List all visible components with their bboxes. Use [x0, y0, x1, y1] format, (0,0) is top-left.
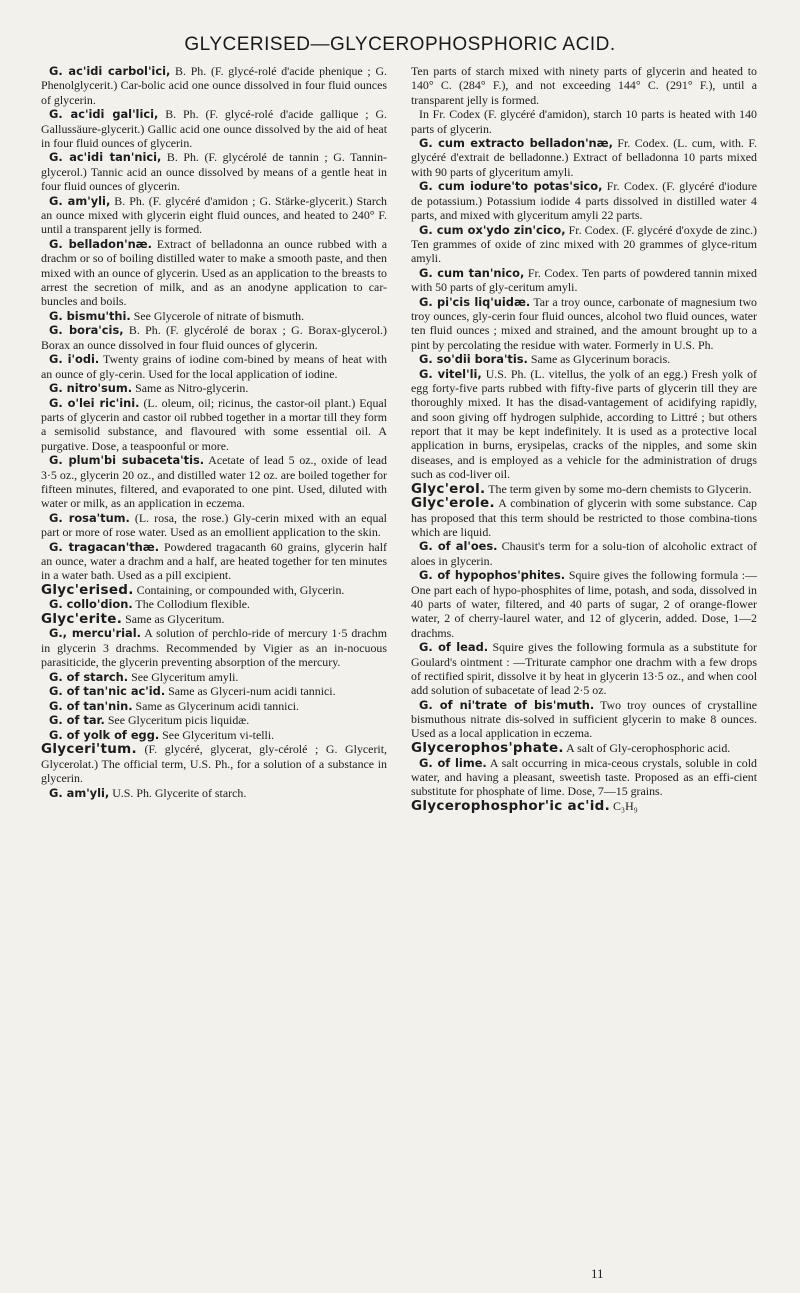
dictionary-entry: [41, 670, 387, 684]
entry-headword: G. bora'cis,: [49, 323, 124, 338]
dictionary-entry: [411, 64, 757, 107]
entry-headword: G. of tan'nic ac'id.: [49, 684, 166, 699]
dictionary-entry: [41, 684, 387, 698]
entry-definition: Same as Nitro-glycerin.: [132, 381, 249, 396]
dictionary-entry: [411, 496, 757, 539]
entry-headword: Glycerophos'phate.: [411, 739, 564, 756]
entry-headword: G. cum ox'ydo zin'cico,: [419, 222, 566, 237]
entry-headword: G. plum'bi subaceta'tis.: [49, 453, 205, 468]
entry-definition: B. Ph. (F. glycérolé de tannin ; G. Tannin-glycerol.) Tannic acid an ounce dissolved by means of a gentle heat in four fluid ounces of glycerin.: [41, 150, 387, 194]
entry-headword: G. i'odi.: [49, 352, 100, 367]
dictionary-entry: [41, 742, 387, 785]
entry-headword: G. vitel'li,: [419, 366, 482, 381]
dictionary-entry: [41, 597, 387, 611]
entry-definition: Fr. Codex. (F. glycéré d'oxyde de zinc.) Ten grammes of oxide of zinc mixed with 20 grammes of glyce-ritum amyli.: [411, 222, 758, 266]
page-header: GLYCERISED—GLYCEROPHOSPHORIC ACID.: [184, 34, 616, 55]
entry-definition: See Glyceritum vi-telli.: [159, 727, 275, 742]
dictionary-entry: [41, 381, 387, 395]
dictionary-entry: [41, 786, 387, 800]
entry-definition: B. Ph. (F. glycé-rolé d'acide phenique ; G. Phenolglycerit.) Car-bolic acid one ounce dissolved in four fluid ounces of glycerin.: [41, 64, 388, 107]
dictionary-entry: [41, 237, 387, 309]
entry-headword: G. cum tan'nico,: [419, 265, 525, 280]
entry-definition: Same as Glycerinum acidi tannici.: [132, 698, 299, 713]
entry-definition: The Collodium flexible.: [132, 597, 251, 612]
dictionary-entry: [411, 799, 757, 813]
dictionary-entry: [411, 136, 757, 179]
entry-headword: G. am'yli,: [49, 193, 111, 208]
dictionary-entry: [41, 352, 387, 381]
entry-definition: Fr. Codex. (L. cum, with. F. glycéré d'extrait de belladonne.) Extract of belladonna 10 parts mixed with 90 parts of glyceritum amyli.: [411, 136, 757, 179]
entry-headword: G. o'lei ric'ini.: [49, 395, 140, 410]
entry-definition: Fr. Codex. (F. glycéré d'iodure de potassium.) Potassium iodide 4 parts dissolved in distilled water 4 parts, and mixed with glyceritum amyli 22 parts.: [411, 179, 757, 222]
entry-headword: G. cum iodure'to potas'sico,: [419, 179, 603, 194]
entry-headword: G. of hypophos'phites.: [419, 568, 566, 583]
entry-definition: Same as Glyceri-num acidi tannici.: [165, 684, 336, 699]
dictionary-entry: [411, 482, 757, 496]
entry-headword: G. ac'idi gal'lici,: [49, 107, 159, 122]
entry-headword: Glyc'erised.: [41, 581, 134, 598]
entry-definition: Tar a troy ounce, carbonate of magnesium two troy ounces, gly-cerin four fluid ounces, alcohol two fluid ounces, water ten fluid ounces ; mixed and strained, and the amount brought up to a pint by percolating the residue with water. Formerly in U.S. Ph.: [411, 294, 757, 352]
dictionary-entry: [41, 540, 387, 583]
entry-definition: Same as Glyceritum.: [122, 611, 225, 626]
page-number: 11: [591, 1266, 604, 1281]
entry-definition: Twenty grains of iodine com-bined by means of heat with an ounce of gly-cerin. Used for the local application of iodine.: [41, 352, 388, 381]
dictionary-entry: [411, 223, 757, 266]
dictionary-entry: [41, 107, 387, 150]
entry-headword: G. collo'dion.: [49, 597, 133, 612]
dictionary-entry: [41, 64, 387, 107]
entry-definition: Two troy ounces of crystalline bismuthous nitrate dis-solved in sufficient glycerin to make 8 ounces. Used as a local application in eczema.: [411, 697, 757, 741]
entry-definition: Ten parts of starch mixed with ninety parts of glycerin and heated to 140° C. (284° F.), and not exceeding 144° C. (291° F.), until a transparent jelly is formed.: [411, 64, 757, 107]
entry-definition: (L. rosa, the rose.) Gly-cerin mixed with an equal part or more of rose water. Used as an emollient application to the skin.: [41, 510, 387, 540]
dictionary-entry: [411, 266, 757, 295]
entry-headword: Glycerophosphor'ic ac'id.: [411, 797, 611, 814]
entry-definition: A combination of glycerin with some substance. Cap has proposed that this term should be restricted to those combina-tions which are liquid.: [411, 496, 757, 539]
entry-definition: Chausit's term for a solu-tion of alcoholic extract of aloes in glycerin.: [411, 539, 757, 568]
entry-headword: G., mercu'rial.: [49, 626, 141, 641]
entry-definition: B. Ph. (F. glycé-rolé d'acide gallique ; G. Gallussäure-glycerit.) Gallic acid one ounce dissolved by the aid of heat in four fluid ounces of glycerin.: [41, 107, 387, 150]
entry-definition: Containing, or compounded with, Glycerin.: [133, 582, 345, 597]
dictionary-entry: [411, 568, 757, 640]
dictionary-entry: [411, 756, 757, 799]
entry-headword: G. tragacan'thæ.: [49, 539, 160, 554]
dictionary-entry: [41, 583, 387, 597]
entry-headword: G. pi'cis liq'uidæ.: [419, 294, 531, 309]
left-column: [41, 64, 387, 800]
dictionary-entry: [41, 323, 387, 352]
entry-headword: Glyceri'tum.: [41, 741, 137, 758]
right-column: [411, 64, 757, 813]
entry-headword: G. of al'oes.: [419, 539, 498, 554]
entry-headword: G. of starch.: [49, 669, 129, 684]
dictionary-entry: [41, 511, 387, 540]
entry-headword: G. bismu'thi.: [49, 308, 131, 323]
dictionary-entry: [41, 194, 387, 237]
dictionary-entry: [411, 539, 757, 568]
entry-headword: G. am'yli,: [49, 785, 110, 800]
dictionary-entry: [41, 150, 387, 193]
dictionary-entry: [411, 367, 757, 482]
entry-definition: A salt of Gly-cerophosphoric acid.: [563, 740, 731, 755]
entry-definition: A solution of perchlo-ride of mercury 1·5 drachm in glycerin 3 drachms. Recommended by Vigier as an in-nocuous parasiticide, the glycerin preventing absorption of the mercury.: [41, 626, 387, 670]
dictionary-entry: [411, 741, 757, 755]
dictionary-entry: [411, 698, 757, 741]
entry-headword: G. of ni'trate of bis'muth.: [419, 697, 595, 712]
dictionary-entry: [41, 728, 387, 742]
dictionary-entry: [411, 179, 757, 222]
entry-definition: (L. oleum, oil; ricinus, the castor-oil plant.) Equal parts of glycerin and castor oil rubbed together in a mortar till they form a semisolid substance, and flavoured with some essential oil. A purgative. Dose, a teaspoonful or more.: [41, 395, 387, 453]
entry-headword: G. ac'idi tan'nici,: [49, 150, 162, 165]
entry-definition: A salt occurring in mica-ceous crystals, soluble in cold water, and having a pleasant, sweetish taste. Proposed as an effi-cient substitute for phosphate of lime. Dose, 7—15 grains.: [411, 755, 757, 799]
dictionary-entry: [411, 295, 757, 352]
entry-definition: The term given by some mo-dern chemists to Glycerin.: [485, 481, 752, 496]
entry-headword: G. rosa'tum.: [49, 510, 130, 525]
dictionary-entry: [411, 640, 757, 697]
entry-headword: Glyc'erole.: [411, 495, 495, 512]
dictionary-entry: [411, 352, 757, 366]
entry-definition: Squire gives the following formula :—One part each of hypo-phosphites of lime, potash, and soda, dissolved in 40 parts of water, filtered, and 40 parts of sugar, 2 of orange-flower water, 2 of cherry-laurel water, and 12 of glycerin, added. Dose, 1—2 drachms.: [411, 568, 757, 640]
entry-definition: See Glyceritum amyli.: [128, 669, 239, 684]
entry-definition: B. Ph. (F. glycérolé de borax ; G. Borax-glycerol.) Borax an ounce dissolved in four fluid ounces of glycerin.: [41, 323, 387, 352]
entry-headword: G. belladon'næ.: [49, 236, 152, 251]
entry-headword: G. of tar.: [49, 713, 105, 728]
dictionary-entry: [411, 107, 757, 136]
dictionary-entry: [41, 713, 387, 727]
entry-headword: G. of tan'nin.: [49, 698, 133, 713]
entry-headword: G. of lead.: [419, 640, 489, 655]
entry-definition: See Glyceritum picis liquidæ.: [104, 713, 250, 728]
dictionary-entry: [41, 396, 387, 453]
dictionary-entry: [41, 699, 387, 713]
entry-definition: Extract of belladonna an ounce rubbed with a drachm or so of boiling distilled water to make a smooth paste, and then mixed with an ounce of glycerin. Used as an application to the breasts to arrest the secretion of milk, and as an anodyne application to car-buncles and boils.: [41, 236, 388, 309]
entry-headword: G. of yolk of egg.: [49, 727, 160, 742]
entry-definition: (F. glycéré, glycerat, gly-cérolé ; G. Glycerit, Glycerolat.) The official term, U.S. Ph., for a solution of a substance in glycerin.: [41, 742, 387, 785]
entry-headword: G. ac'idi carbol'ici,: [49, 64, 171, 78]
dictionary-entry: [41, 453, 387, 510]
entry-definition: See Glycerole of nitrate of bismuth.: [130, 308, 305, 323]
entry-definition: B. Ph. (F. glycéré d'amidon ; G. Stärke-glycerit.) Starch an ounce mixed with glycerin eight fluid ounces, and heated to 240° F. until a transparent jelly is formed.: [41, 193, 387, 237]
entry-definition: Acetate of lead 5 oz., oxide of lead 3·5 oz., glycerin 20 oz., and distilled water 12 oz. are boiled together for fifteen minutes, filtered, and evaporated to one pint. Used, diluted with water or milk, as an application in eczema.: [41, 453, 387, 511]
entry-definition: In Fr. Codex (F. glycéré d'amidon), starch 10 parts is heated with 140 parts of glycerin.: [411, 107, 757, 136]
entry-headword: G. of lime.: [419, 755, 487, 770]
entry-definition: Squire gives the following formula as a substitute for Goulard's ointment : —Triturate camphor one drachm with a few drops of rectified spirit, dissolve it by heat in glycerin 13·5 oz., and when cool add solution of subacetate of lead 2·5 oz.: [411, 640, 757, 698]
dictionary-entry: [41, 626, 387, 669]
entry-definition: U.S. Ph. Glycerite of starch.: [109, 785, 247, 800]
entry-definition: Powdered tragacanth 60 grains, glycerin half an ounce, water a drachm and a half, are heated together for ten minutes in a water bath. Used as a pill excipient.: [41, 539, 387, 583]
entry-headword: G. cum extracto belladon'næ,: [419, 136, 613, 151]
dictionary-entry: [41, 612, 387, 626]
entry-definition: Fr. Codex. Ten parts of powdered tannin mixed with 50 parts of gly-ceritum amyli.: [411, 265, 757, 295]
entry-headword: Glyc'erite.: [41, 610, 123, 627]
entry-definition: Same as Glycerinum boracis.: [527, 352, 671, 367]
dictionary-entry: [41, 309, 387, 323]
entry-headword: G. so'dii bora'tis.: [419, 352, 528, 367]
entry-headword: Glyc'erol.: [411, 480, 486, 497]
entry-definition: C₃H₉: [610, 798, 638, 813]
entry-definition: U.S. Ph. (L. vitellus, the yolk of an egg.) Fresh yolk of egg forty-five parts rubbed with fifty-five parts of glycerin till they are thoroughly mixed. It has the disad-vantagement of acidifying rapidly, and soon giving off hydrogen sulphide, according to Littré ; but others report that it may be kept indefinitely. It is used as a protective local application in burns, erysipelas, cracks of the nipples, and some skin diseases, and is employed as a vehicle for the administration of drugs such as cod-liver oil.: [411, 366, 758, 482]
entry-headword: G. nitro'sum.: [49, 381, 133, 396]
